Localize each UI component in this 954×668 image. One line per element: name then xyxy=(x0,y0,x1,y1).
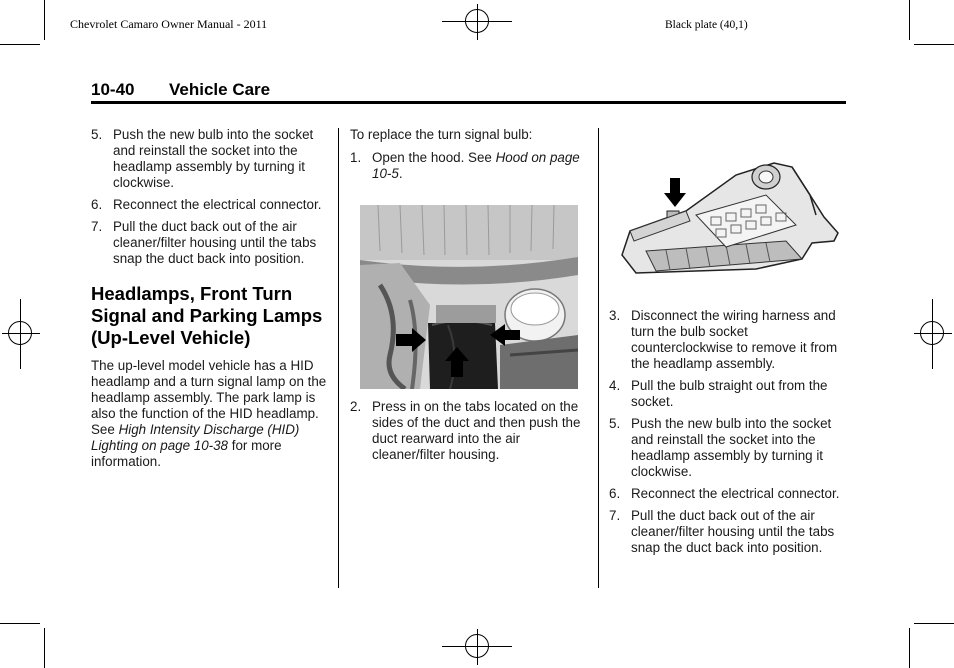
list-item: 4. Pull the bulb straight out from the socket. xyxy=(609,378,828,409)
column-2 xyxy=(350,127,582,188)
cross-reference-link[interactable]: Hood on page 10-5 xyxy=(372,150,580,181)
step-list xyxy=(350,150,582,182)
list-item: 5. Push the new bulb into the socket and reinstall the socket into the headlamp assembly by turning it clockwise. xyxy=(609,416,832,479)
intro-text: To replace the turn signal bulb: xyxy=(350,127,533,142)
column-divider xyxy=(598,128,599,588)
crop-mark xyxy=(914,623,954,624)
list-item: 6. Reconnect the electrical connector. xyxy=(91,197,322,212)
crop-mark xyxy=(909,628,910,668)
manual-title: Chevrolet Camaro Owner Manual - 2011 xyxy=(70,17,268,31)
crop-mark xyxy=(44,628,45,668)
list-item: 1. Open the hood. See Hood on page 10-5. xyxy=(350,150,580,181)
column-1 xyxy=(91,127,329,470)
step-list xyxy=(91,127,329,267)
list-item: 2. Press in on the tabs located on the sides of the duct and then push the duct rearward into the air cleaner/filter housing. xyxy=(350,399,581,462)
cross-reference-link[interactable]: High Intensity Discharge (HID) Lighting on page 10-38 xyxy=(91,422,300,453)
list-item: 7. Pull the duct back out of the air cleaner/filter housing until the tabs snap the duct back into position. xyxy=(609,508,835,555)
crop-mark xyxy=(909,0,910,40)
subsection-heading: Headlamps, Front Turn Signal and Parking Lamps (Up-Level Vehicle) xyxy=(91,283,323,348)
list-item: 7. Pull the duct back out of the air cleaner/filter housing until the tabs snap the duct back into position. xyxy=(91,219,317,266)
step-list xyxy=(350,399,582,463)
section-header xyxy=(91,80,270,100)
header-rule xyxy=(91,101,846,104)
headlamp-assembly-illustration xyxy=(616,155,840,277)
column-3 xyxy=(609,308,845,562)
list-item: 3. Disconnect the wiring harness and turn the bulb socket counterclockwise to remove it from the headlamp assembly. xyxy=(609,308,838,371)
step-list xyxy=(609,308,845,556)
crop-mark xyxy=(0,44,40,45)
crop-mark xyxy=(914,44,954,45)
column-2-lower xyxy=(350,399,582,469)
page-number: 10-40 xyxy=(91,80,135,99)
column-divider xyxy=(338,128,339,588)
plate-label: Black plate (40,1) xyxy=(665,19,748,31)
crop-mark xyxy=(0,623,40,624)
section-title: Vehicle Care xyxy=(169,80,271,99)
body-paragraph: The up-level model vehicle has a HID headlamp and a turn signal lamp on the headlamp assembly. The park lamp is also the function of the HID headlamp. See High Intensity Discharge (HID) Lighting on page 10-38 for more information. xyxy=(91,358,327,469)
crop-mark xyxy=(44,0,45,40)
list-item: 5. Push the new bulb into the socket and reinstall the socket into the headlamp assembly by turning it clockwise. xyxy=(91,127,314,190)
list-item: 6. Reconnect the electrical connector. xyxy=(609,486,840,501)
engine-duct-illustration xyxy=(360,205,578,389)
